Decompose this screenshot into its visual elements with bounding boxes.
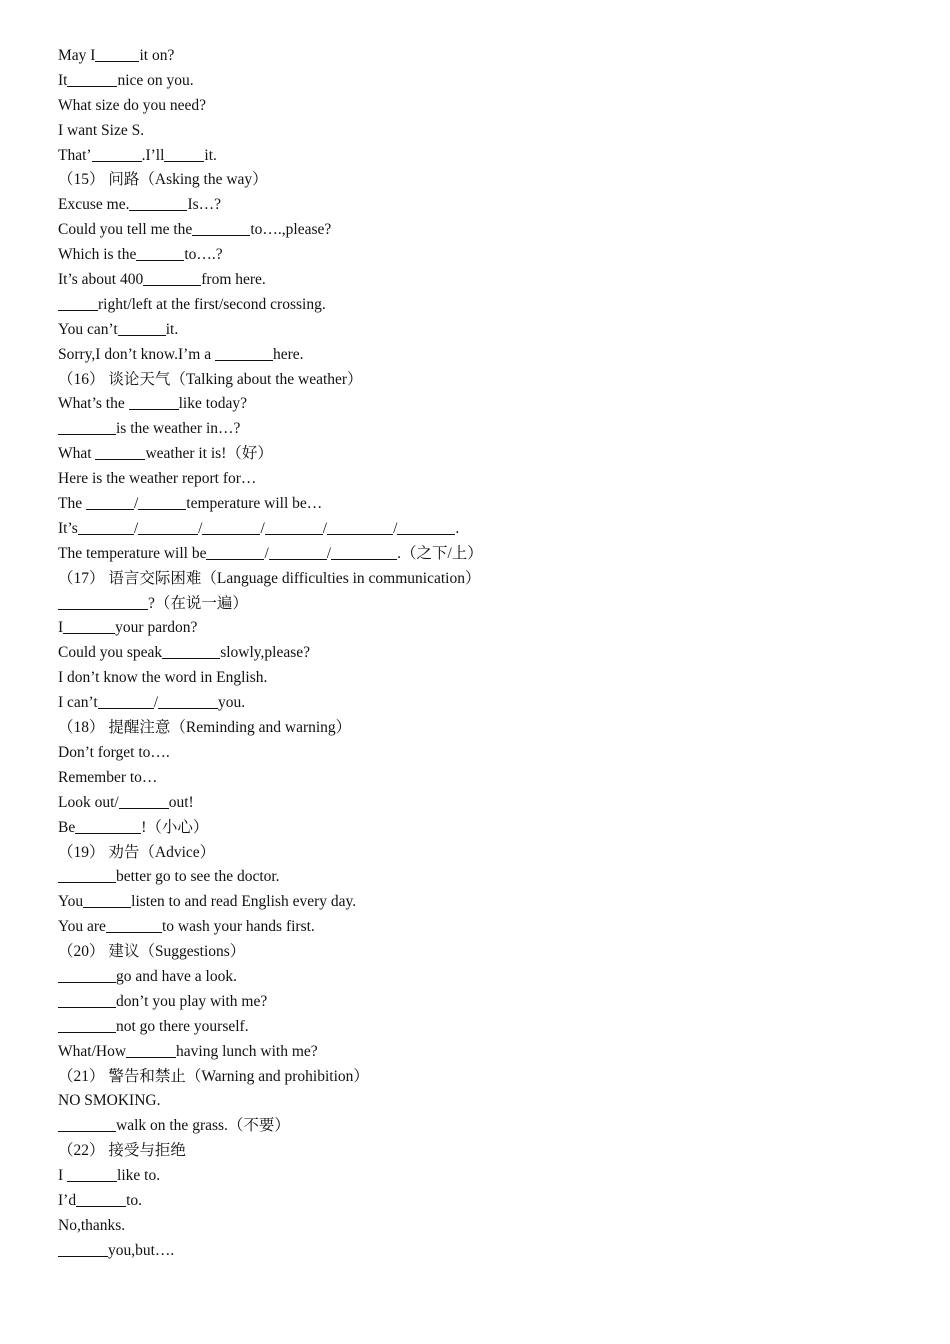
line-text: （16） 谈论天气（Talking about the weather）	[58, 370, 363, 388]
fill-in-blank[interactable]	[158, 707, 218, 709]
line-text: like today?	[178, 395, 248, 413]
line-text: /	[322, 519, 328, 537]
line-text: listen to and read English every day.	[131, 893, 357, 911]
exercise-line	[58, 1114, 483, 1139]
exercise-line	[58, 965, 483, 990]
line-text: temperature will be…	[186, 495, 323, 513]
fill-in-blank[interactable]	[78, 533, 134, 535]
section-heading	[58, 841, 483, 866]
exercise-line	[58, 766, 483, 791]
line-text: That’	[58, 146, 92, 164]
line-text: （18） 提醒注意（Reminding and warning）	[58, 719, 352, 737]
fill-in-blank[interactable]	[192, 234, 250, 236]
line-text: It’s	[58, 519, 78, 537]
line-text: to wash your hands first.	[161, 918, 315, 936]
line-text: What	[58, 445, 96, 463]
exercise-line	[58, 467, 483, 492]
line-text: like to.	[117, 1167, 161, 1185]
line-text: Excuse me.	[58, 196, 130, 214]
exercise-line	[58, 990, 483, 1015]
exercise-line	[58, 243, 483, 268]
line-text: you.	[218, 694, 246, 712]
exercise-line	[58, 94, 483, 119]
section-heading	[58, 368, 483, 393]
line-text: /	[260, 519, 265, 537]
line-text: Could you speak	[58, 644, 163, 662]
exercise-line	[58, 791, 483, 816]
exercise-line	[58, 318, 483, 343]
fill-in-blank[interactable]	[86, 508, 134, 510]
exercise-line	[58, 144, 483, 169]
fill-in-blank[interactable]	[58, 433, 116, 435]
exercise-line	[58, 1040, 483, 1065]
line-text: from here.	[201, 271, 266, 289]
line-text: You	[58, 893, 84, 911]
fill-in-blank[interactable]	[119, 807, 169, 809]
fill-in-blank[interactable]	[58, 1031, 116, 1033]
exercise-line	[58, 492, 483, 517]
line-text: having lunch with me?	[176, 1042, 318, 1060]
line-text: It’s about 400	[58, 271, 144, 289]
fill-in-blank[interactable]	[126, 1056, 176, 1058]
line-text: The	[58, 495, 86, 513]
line-text: slowly,please?	[220, 644, 311, 662]
line-text: Remember to…	[58, 768, 158, 786]
line-text: （17） 语言交际困难（Language difficulties in communication）	[58, 569, 481, 587]
fill-in-blank[interactable]	[162, 657, 220, 659]
line-text: nice on you.	[117, 71, 194, 89]
line-text: Could you tell me the	[58, 221, 193, 239]
section-heading	[58, 567, 483, 592]
exercise-line	[58, 691, 483, 716]
line-text: What/How	[58, 1042, 127, 1060]
line-text: /	[198, 519, 203, 537]
exercise-line	[58, 592, 483, 617]
fill-in-blank[interactable]	[58, 981, 116, 983]
exercise-line	[58, 44, 483, 69]
line-text: to.	[126, 1191, 143, 1209]
fill-in-blank[interactable]	[98, 707, 154, 709]
fill-in-blank[interactable]	[58, 309, 98, 311]
exercise-line	[58, 442, 483, 467]
exercise-line	[58, 641, 483, 666]
exercise-lines	[58, 44, 483, 1264]
line-text: You are	[58, 918, 106, 936]
section-heading	[58, 1139, 483, 1164]
fill-in-blank[interactable]	[67, 1180, 117, 1182]
line-text: Don’t forget to….	[58, 743, 170, 761]
exercise-line	[58, 119, 483, 144]
fill-in-blank[interactable]	[75, 832, 141, 834]
line-text: your pardon?	[115, 619, 198, 637]
line-text: don’t you play with me?	[116, 992, 268, 1010]
exercise-line	[58, 1015, 483, 1040]
line-text: No,thanks.	[58, 1216, 126, 1234]
line-text: right/left at the first/second crossing.	[98, 295, 326, 313]
fill-in-blank[interactable]	[327, 533, 393, 535]
fill-in-blank[interactable]	[129, 408, 179, 410]
line-text: .	[455, 519, 460, 537]
line-text: better go to see the doctor.	[116, 868, 280, 886]
line-text: ?（在说一遍）	[148, 594, 248, 612]
line-text: It	[58, 71, 68, 89]
exercise-line	[58, 1164, 483, 1189]
fill-in-blank[interactable]	[63, 632, 115, 634]
line-text: The temperature will be	[58, 544, 207, 562]
fill-in-blank[interactable]	[92, 160, 142, 162]
section-heading	[58, 716, 483, 741]
exercise-line	[58, 741, 483, 766]
line-text: here.	[272, 345, 304, 363]
exercise-line	[58, 193, 483, 218]
section-heading	[58, 940, 483, 965]
exercise-line	[58, 517, 483, 542]
line-text: I	[58, 619, 64, 637]
fill-in-blank[interactable]	[331, 558, 397, 560]
line-text: it on?	[139, 47, 175, 64]
fill-in-blank[interactable]	[95, 458, 145, 460]
exercise-line	[58, 915, 483, 940]
fill-in-blank[interactable]	[143, 284, 201, 286]
fill-in-blank[interactable]	[76, 1205, 126, 1207]
fill-in-blank[interactable]	[202, 533, 260, 535]
line-text: out!	[168, 793, 194, 811]
line-text: Is…?	[187, 196, 222, 214]
line-text: Sorry,I don’t know.I’m a	[58, 345, 215, 363]
fill-in-blank[interactable]	[95, 60, 139, 62]
exercise-line	[58, 417, 483, 442]
line-text: to….?	[184, 246, 223, 264]
fill-in-blank[interactable]	[136, 259, 184, 261]
exercise-line	[58, 218, 483, 243]
line-text: Which is the	[58, 246, 137, 264]
section-heading	[58, 168, 483, 193]
line-text: I can’t	[58, 694, 98, 712]
line-text: May I	[58, 47, 96, 64]
fill-in-blank[interactable]	[58, 1006, 116, 1008]
exercise-line	[58, 343, 483, 368]
fill-in-blank[interactable]	[397, 533, 455, 535]
line-text: What’s the	[58, 395, 129, 413]
fill-in-blank[interactable]	[58, 881, 116, 883]
line-text: walk on the grass.（不要）	[116, 1117, 290, 1135]
fill-in-blank[interactable]	[265, 533, 323, 535]
exercise-line	[58, 890, 483, 915]
fill-in-blank[interactable]	[138, 533, 198, 535]
line-text: /	[326, 544, 332, 562]
line-text: （20） 建议（Suggestions）	[58, 943, 246, 961]
line-text: Be	[58, 818, 76, 836]
exercise-line	[58, 1214, 483, 1239]
line-text: I don’t know the word in English.	[58, 669, 268, 687]
fill-in-blank[interactable]	[83, 906, 131, 908]
line-text: !（小心）	[141, 818, 209, 836]
exercise-line	[58, 616, 483, 641]
section-heading	[58, 1065, 483, 1090]
fill-in-blank[interactable]	[215, 359, 273, 361]
line-text: Here is the weather report for…	[58, 470, 257, 488]
line-text: （19） 劝告（Advice）	[58, 843, 216, 861]
exercise-line	[58, 1089, 483, 1114]
line-text: weather it is!（好）	[145, 445, 273, 463]
fill-in-blank[interactable]	[206, 558, 264, 560]
exercise-line	[58, 268, 483, 293]
line-text: go and have a look.	[116, 967, 237, 985]
line-text: I’d	[58, 1191, 77, 1209]
line-text: I	[58, 1167, 68, 1185]
fill-in-blank[interactable]	[138, 508, 186, 510]
exercise-line	[58, 542, 483, 567]
fill-in-blank[interactable]	[129, 209, 187, 211]
fill-in-blank[interactable]	[118, 334, 166, 336]
exercise-line	[58, 816, 483, 841]
line-text: to….,please?	[250, 221, 332, 239]
line-text: What size do you need?	[58, 96, 207, 114]
line-text: not go there yourself.	[116, 1017, 249, 1035]
line-text: You can’t	[58, 320, 118, 338]
line-text: you,but….	[108, 1241, 175, 1259]
exercise-line	[58, 69, 483, 94]
line-text: /	[264, 544, 269, 562]
line-text: （22） 接受与拒绝	[58, 1142, 186, 1160]
exercise-line	[58, 1189, 483, 1214]
line-text: /	[393, 519, 398, 537]
line-text: NO SMOKING.	[58, 1092, 161, 1110]
fill-in-blank[interactable]	[106, 931, 162, 933]
exercise-line	[58, 1239, 483, 1264]
line-text: /	[133, 495, 139, 513]
line-text: I want Size S.	[58, 121, 145, 139]
exercise-line	[58, 865, 483, 890]
line-text: （15） 问路（Asking the way）	[58, 171, 268, 189]
fill-in-blank[interactable]	[269, 558, 327, 560]
line-text: .（之下/上）	[397, 544, 483, 562]
line-text: Look out/	[58, 793, 119, 811]
line-text: it.	[165, 320, 179, 338]
fill-in-blank[interactable]	[67, 85, 117, 87]
fill-in-blank[interactable]	[164, 160, 204, 162]
fill-in-blank[interactable]	[58, 608, 148, 610]
exercise-line	[58, 666, 483, 691]
fill-in-blank[interactable]	[58, 1130, 116, 1132]
fill-in-blank[interactable]	[58, 1255, 108, 1257]
line-text: /	[153, 694, 159, 712]
line-text: it.	[204, 146, 217, 164]
line-text: is the weather in…?	[116, 420, 241, 438]
line-text: （21） 警告和禁止（Warning and prohibition）	[58, 1067, 369, 1085]
exercise-line	[58, 293, 483, 318]
line-text: .I’ll	[141, 146, 165, 164]
line-text: /	[133, 519, 139, 537]
exercise-line	[58, 392, 483, 417]
